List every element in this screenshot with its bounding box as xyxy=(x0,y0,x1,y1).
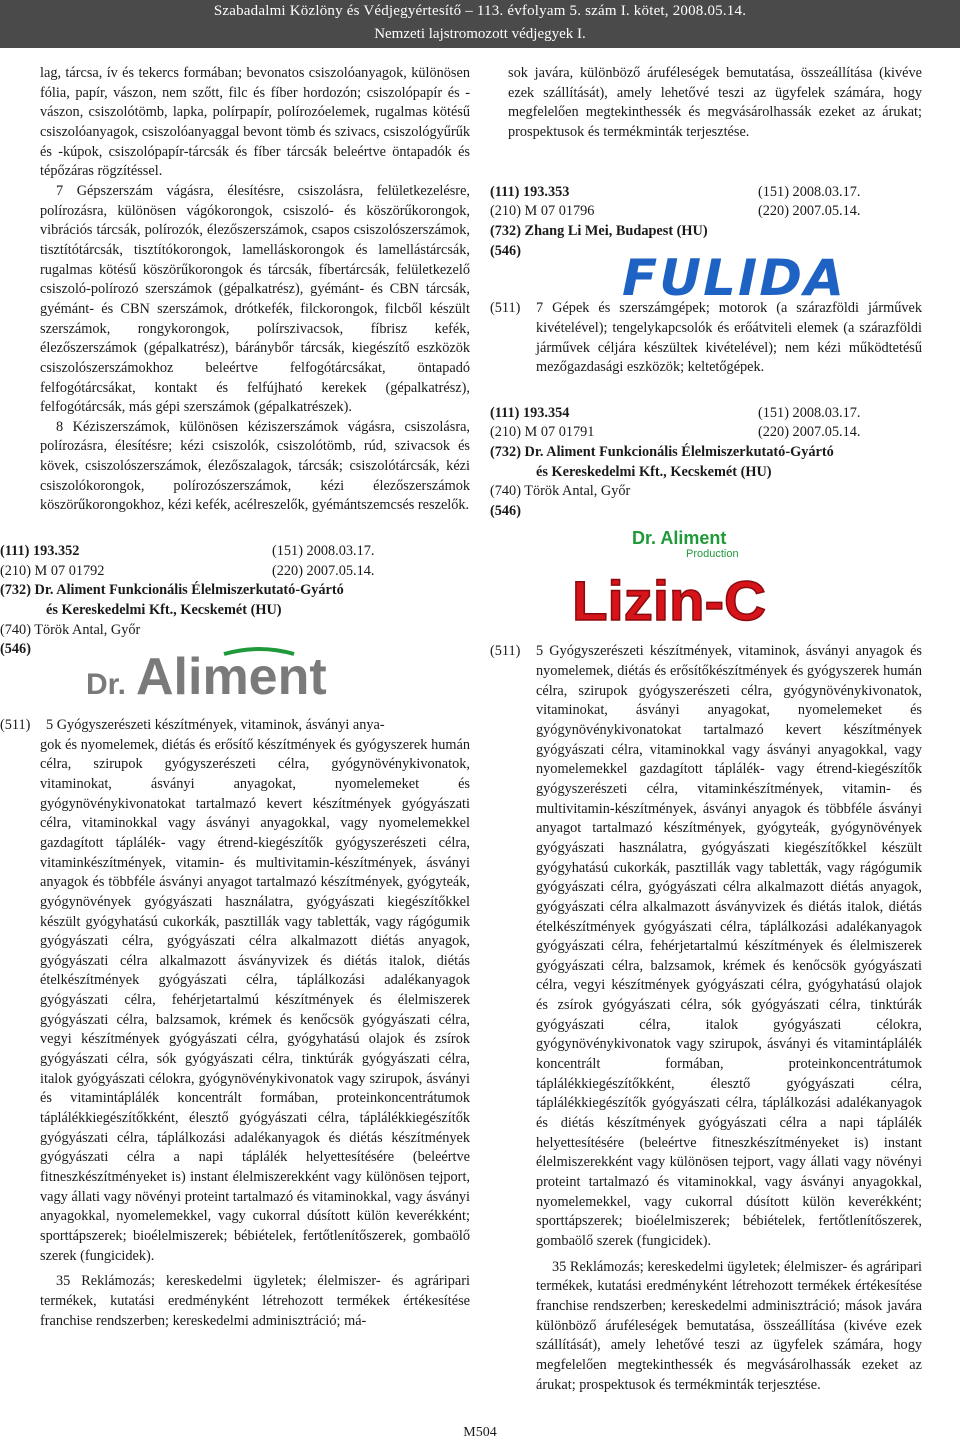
field-546: (546) xyxy=(490,503,521,520)
field-220: (220) 2007.05.14. xyxy=(758,203,861,220)
field-151: (151) 2008.03.17. xyxy=(758,183,861,200)
field-740: (740) Török Antal, Győr xyxy=(0,621,141,638)
field-220: (220) 2007.05.14. xyxy=(758,424,861,441)
field-740: (740) Török Antal, Győr xyxy=(490,483,631,500)
journal-title: Szabadalmi Közlöny és Védjegyértesítő – 113. évfolyam 5. szám I. kötet, 2008.05.14. xyxy=(213,3,747,19)
right-column xyxy=(490,64,922,1395)
left-class-8: 8 Kéziszerszámok, különösen kéziszerszámok vágásra, csiszolásra, polírozásra, élesítésre; kézi csiszolók, csiszolótömb, rúd, szivacsok és kövek, csiszolószerszámok, élezőszalagok, tárcsák; csiszolótárcsák, kézi csiszolókorongok, polírozószerszámok, kézi élezőszerszámok köszörűkorongokhoz, kézi kefék, acélreszelők, gyémántszemcsés reszelők. xyxy=(40,418,470,514)
field-732: (732) Dr. Aliment Funkcionális Élelmiszerkutató-Gyártó xyxy=(0,582,344,599)
field-511 xyxy=(490,642,922,1251)
field-210: (210) M 07 01791 xyxy=(490,424,595,441)
field-511 xyxy=(490,299,922,378)
field-210: (210) M 07 01796 xyxy=(490,203,595,220)
field-546: (546) xyxy=(0,641,31,658)
svg-text:Dr.: Dr. xyxy=(86,667,127,701)
logo-lizin-c xyxy=(570,524,922,639)
field-111: (111) 193.354 xyxy=(490,404,570,421)
svg-text:Aliment: Aliment xyxy=(136,647,327,704)
fulida-logo-graphic xyxy=(620,251,850,301)
registration-193354 xyxy=(490,404,922,1395)
class-7-text: 7 Gépek és szerszámgépek; motorok (a szárazföldi járművek kivételével); tengelykapcsolók és erőátviteli elemek (a szárazföldi járművek céljára készültek kivételével); nem kézi működtetésű mezőgazdasági eszközök; keltetőgépek. xyxy=(536,300,922,376)
left-column xyxy=(0,64,470,1331)
lizin-logo-name: Lizin-C xyxy=(572,568,766,632)
field-732-cont: és Kereskedelmi Kft., Kecskemét (HU) xyxy=(46,602,282,619)
class-35-text: 35 Reklámozás; kereskedelmi ügyletek; élelmiszer- és agráripari termékek, kutatási eredményként létrehozott termékek értékesítése franchise rendszerben; kereskedelmi adminisztráció; má- xyxy=(40,1273,470,1329)
registration-193352 xyxy=(0,542,470,1331)
field-511 xyxy=(0,716,470,736)
lizin-logo-brand: Dr. Aliment xyxy=(632,527,727,548)
field-111: (111) 193.352 xyxy=(0,543,80,560)
right-intro-text: sok javára, különböző áruféleségek bemutatása, összeállítása (kivéve ezek szállítását), amely lehetővé teszi az ügyfelek számára, hogy megfelelően megtekinthessék és megvásárolhassák ezeket az árukat; prospektusok és termékminták terjesztése. xyxy=(508,65,922,140)
section-title: Nemzeti lajstromozott védjegyek I. xyxy=(374,26,586,42)
class-5-text: 5 Gyógyszerészeti készítmények, vitaminok, ásványi anyagok és nyomelemek, diétás és erősítőkészítmények és gyógyszerek humán célra, szirupok gyógyszerészeti célra, gyógynövénykivonatok, vitaminokat, ásványi anyagokat, nyomelemeket és gyógynövénykivonatokat tartalmazó kevert készítmények gyógyászati célra, vitaminokkal vagy ásványi anyagokkal, vagy nyomelemekkel gazdagított táplálék- vagy étrend-kiegészítők gyógyszerészeti célra, vitaminkészítmények, vitamin- és multivitamin-készítmények, ásványi anyagok és többféle ásványi anyagot tartalmazó készítmények, gyógyteák, gyógynövények gyógyászati használatra, gyógyászati kiegészítőkkel készült gyógyhatású cukorkák, pasztillák vagy tabletták, vagy rágógumik gyógyászati célra, gyógyászati célra alkalmazott diétás anyagok, gyógyászati célra alkalmazott ásványvizek és diétás italok, diétás ételkészítmények gyógyászati célra, táplálkozási adalékanyagok gyógyászati célra, fehérjetartalmú készítmények és élelmiszerek gyógyászati célra, balzsamok, krémek és kenőcsök gyógyászati célra, vegyi készítmények gyógyászati célra, gyógyhatású olajok és zsírok gyógyászati célra, sók gyógyászati célra, tinktúrák gyógyászati célra, italok gyógyászati célokra, gyógynövénykivonatok vagy szirupok, ásványi és vitamintáplálék koncentrált formában, proteinkoncentrátumok táplálékkiegészítőkként, élesztő gyógyászati célra, táplálékkiegészítők gyógyászati célra, táplálkozási adalékanyagok és diétás készítmények gyógyászati célra a napi táplálék helyettesítésére (beleértve fitneszkészítményeket is) instant élelmiszerekként vagy különösen tejport, vagy állati vagy növényi proteint tartalmazó és vitaminokkal, vagy ásványi anyagokkal, nyomelemekkel, vagy cukorral dúsított külön keverékként; sporttápszerek; bioélelmiszerek; bébiételek, fertőtlenítőszerek, gombaölő szerek (fungicidek). xyxy=(536,643,922,1249)
aliment-logo-graphic xyxy=(84,644,344,704)
field-546: (546) xyxy=(490,242,521,259)
page-header xyxy=(0,0,960,48)
page-number: M504 xyxy=(463,1425,497,1440)
registration-193353 xyxy=(490,183,922,378)
lizin-logo-sub: Production xyxy=(686,547,739,560)
field-151: (151) 2008.03.17. xyxy=(272,543,375,560)
field-210: (210) M 07 01792 xyxy=(0,562,105,579)
class-35-text: 35 Reklámozás; kereskedelmi ügyletek; élelmiszer- és agráripari termékek, kutatási eredményként létrehozott termékek értékesítése franchise rendszerben; kereskedelmi adminisztráció; mások javára különböző áruféleségek bemutatása, összeállítása (kivéve ezek szállítását), amely lehetővé teszi az ügyfelek számára, hogy megfelelően megtekinthessék és megvásárolhassák ezeket az árukat; prospektusok és termékminták terjesztése. xyxy=(536,1258,922,1393)
logo-dr-aliment xyxy=(84,644,470,702)
class-5-text: gok és nyomelemek, diétás és erősítő készítmények és gyógyszerek humán célra, szirupok gyógyszerészeti célra, gyógynövénykivonatok, vitaminokat, ásványi anyagokat, nyomelemeket és gyógynövénykivonatokat tartalmazó kevert készítmények gyógyászati célra, vitaminokkal vagy ásványi anyagokkal, vagy nyomelemekkel gazdagított táplálék- vagy étrend-kiegészítők gyógyszerészeti célra, vitaminkészítmények, vitamin- és multivitamin-készítmények, ásványi anyagok és többféle ásványi anyagot tartalmazó készítmények, gyógyteák, gyógynövények gyógyászati használatra, gyógyászati kiegészítőkkel készült gyógyhatású cukorkák, pasztillák vagy tabletták, vagy rágógumik gyógyászati célra, gyógyászati célra alkalmazott diétás anyagok, gyógyászati célra alkalmazott ásványvizek és diétás italok, diétás ételkészítmények gyógyászati célra, táplálkozási adalékanyagok gyógyászati célra, fehérjetartalmú készítmények és élelmiszerek gyógyászati célra, balzsamok, krémek és kenőcsök gyógyászati célra, vegyi készítmények gyógyászati célra, gyógyhatású olajok és zsírok gyógyászati célra, sók gyógyászati célra, tinktúrák gyógyászati célra, italok gyógyászati célokra, gyógynövénykivonatok vagy szirupok, ásványi és vitamintáplálék koncentrált formában, proteinkoncentrátumok táplálékkiegészítőkként, élesztő gyógyászati célra, táplálékkiegészítők gyógyászati célra, táplálkozási adalékanyagok és diétás készítmények gyógyászati célra a napi táplálék helyettesítésére (beleértve fitneszkészítményeket is) instant élelmiszerekként vagy különösen tejport, vagy állati vagy növényi proteint tartalmazó és vitaminokkal, vagy ásványi anyagokkal, nyomelemekkel, vagy cukorral dúsított külön keverékként; sporttápszerek; bioélelmiszerek; bébiételek, fertőtlenítőszerek, gombaölő szerek (fungicidek). xyxy=(40,736,470,1264)
field-732: (732) Dr. Aliment Funkcionális Élelmiszerkutató-Gyártó xyxy=(490,444,834,461)
class-5-first-line: 5 Gyógyszerészeti készítmények, vitaminok, ásványi anya- xyxy=(46,716,385,733)
field-151: (151) 2008.03.17. xyxy=(758,404,861,421)
fulida-logo-text: FULIDA xyxy=(622,250,846,301)
field-511-tag: (511) xyxy=(0,716,31,733)
lizin-c-logo-graphic xyxy=(570,524,770,632)
field-732-cont: és Kereskedelmi Kft., Kecskemét (HU) xyxy=(536,463,772,480)
field-511-tag: (511) xyxy=(490,643,521,660)
field-111: (111) 193.353 xyxy=(490,183,570,200)
field-732: (732) Zhang Li Mei, Budapest (HU) xyxy=(490,222,708,239)
left-intro-text: lag, tárcsa, ív és tekercs formában; bevonatos csiszolóanyagok, különösen fólia, papír, vászon, nem szőtt, filc és fíber hordozón; csiszolópapír és -vászon, csiszolótömb, lapka, polírpapír, polírozóelemek, rugalmas kötésű csiszolóanyagok, csiszolóanyaggal bevont tömb és szivacs, csiszológyűrűk és -kúpok, csiszolópapír-tárcsák és fíber tárcsák beleértve öntapadók és tépőzáras rögzítéssel. xyxy=(40,65,470,180)
field-511-tag: (511) xyxy=(490,300,521,317)
left-class-7: 7 Gépszerszám vágásra, élesítésre, csiszolásra, felületkezelésre, polírozásra, különösen vágókorongok, csiszoló- és köszörűkorongok, vibrációs tárcsák, polírozók, élezőszerszámok, csapos csiszolószerszámok, tisztítótárcsák, tisztítókorongok, lamelláskorongok és lamellástárcsák, rugalmas kötésű köszörűkorongok és tárcsák, fíbertárcsák, felületkezelő csiszoló-polírozó szerszámok (gépalkatrész), gyémánt- és CBN tárcsák, gyémánt- és CBN szerszámok, drótkefék, filckorongok, filcből készült szerszámok, rongykorongok, polírszivacsok, fíbrisz kefék, élezőszerszámok (gépalkatrész), báránybőr tárcsák, kiegészítő eszközök csiszolószerszámokhoz beleértve felfogótárcsákat, öntapadó felfogótárcsákat, kontakt és felfújható kerekek (gépalkatrész), felfogótárcsák, más gépi szerszámok (gépalkatrészek). xyxy=(40,182,470,416)
field-220: (220) 2007.05.14. xyxy=(272,562,375,579)
